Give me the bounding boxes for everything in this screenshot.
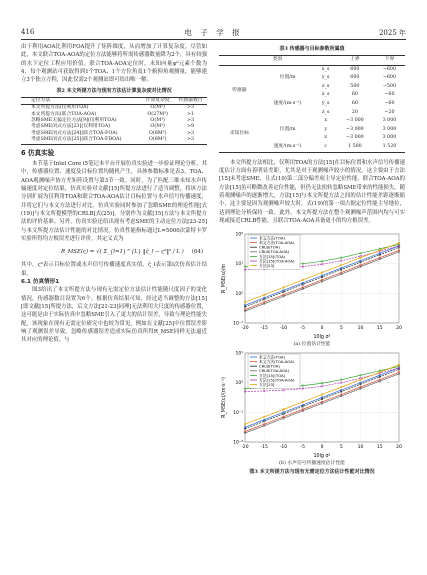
table-row xyxy=(21,137,207,144)
y-tick-label: 10⁻¹ xyxy=(233,321,243,327)
table-cell: O(M³) xyxy=(150,124,165,130)
table-cell: −3 000 xyxy=(345,118,364,124)
x-tick-label: 0 xyxy=(320,326,324,332)
table-cell: 1 500 xyxy=(348,144,362,150)
table-caption: 表3 传感器与目标参数所属值 xyxy=(279,46,345,52)
body-paragraph: 本文所提方法相比，仅利用TOA的方法[15]在目标位置和水声信号传播速度估计方面有着明显差距，尤其是对于观测噪声较小的情况，这主要由于方法[15]未考虑SME，且式(19)第二部分偏差项主导定位性能，联合TOA-AOA的方法[15]虽可略微改善定位性能，但仍无法扭转忽略SME带来的性能损失。随着观测噪声的逐渐增大，方法[15]与本文所提方法之间的估计性能差距逐渐缩小，这主要是因为观测噪声较大时，式(19)的第一项占据定位性能主导地位，达到理论分析保持一致。此外，本文所提方法在整个观测噪声范围内均与可实现或接近CRLB性能，且联合TOA-AOA具备更小的均方根误差。 xyxy=(219,159,405,224)
table-header: 下界 xyxy=(384,57,395,63)
table-cell: ẏ_s xyxy=(321,101,330,107)
right-column xyxy=(219,43,405,476)
x-axis-label: 10lg σ² xyxy=(313,335,331,341)
table-cell: >3 xyxy=(187,117,195,123)
table-cell: 60 xyxy=(351,92,358,98)
body-paragraph: 图3给出了本文所提方法与现有无需定位方法估计性能随尺度因子的变化情况，传感器数目设置为6个。根据仿真结果可知，经过适当调整的方法[15][即文献[15]所提方法，后文方法[21-23]同理]无法利用大尺度的传感器位置，这可能是由于实际仿真中忽略SME引入了更大的估计误差，导致与理论性能失配。该现象在现有无需定位研究中也较为常见，例如在文献[25]中位置误差影响了观测误差导致，忽略传感器误差造成实际仿真所得R_MSE同样无法逼近其对应的理论值。与 xyxy=(21,287,207,344)
legend-label: 方法[15](TOA-AOA) xyxy=(259,258,295,264)
table-cell: O(27M³) xyxy=(147,111,168,117)
table-cell: 600 xyxy=(350,66,360,72)
equation xyxy=(21,243,207,261)
table-cell: 3 000 xyxy=(382,126,397,132)
parameter-table xyxy=(219,55,405,153)
table-cell: 考虑SME闭式方法[24](联合TOA-FOA) xyxy=(31,130,118,136)
x-tick-label: 5 xyxy=(339,445,343,451)
table-cell: 1 520 xyxy=(382,144,397,150)
table-cell: −60 xyxy=(384,92,395,98)
table-cell: O(M³) xyxy=(150,117,165,123)
y-axis-label: R_MSE(u)/m xyxy=(222,264,227,294)
y-tick-label: 10⁰ xyxy=(235,381,243,387)
table-header: 计算复杂度 xyxy=(145,97,170,103)
legend-label: CRLB(TOA-AOA) xyxy=(259,249,290,255)
table-cell: −3 000 xyxy=(345,126,364,132)
table-cell: 本文所提方法(仅利用TOA) xyxy=(31,105,89,111)
table-cell: 速度/(m·s⁻¹) xyxy=(273,144,302,150)
table-cell: >3 xyxy=(187,137,195,143)
x-tick-label: -10 xyxy=(279,445,288,451)
table-cell: 20 xyxy=(351,109,358,115)
table-cell: 忽略SME无偏定位方法[9](仅利用TOA) xyxy=(31,117,117,123)
table-cell: O(M³) xyxy=(150,105,165,111)
legend-label: CRLB(TOA) xyxy=(259,363,280,369)
table-cell: >3 xyxy=(187,130,195,136)
table-cell: z_s xyxy=(322,83,330,89)
table-cell: 60 xyxy=(351,101,358,107)
subfigure-label: (a) 位置估计性能 xyxy=(293,342,331,348)
table-row xyxy=(219,117,405,126)
left-column xyxy=(21,43,207,345)
table-header: 类别 xyxy=(272,57,283,63)
table-cell: 考虑SME闭式方法[23](仅利用TOA) xyxy=(31,124,111,130)
equation-body: R_MSE(ς) = √( Σ_{l=1}^{L} ‖ς̂_l − ς⁰‖² / L ) xyxy=(61,249,184,256)
body-paragraph: 其中，ς⁰表示目标位置或水声信号传播速度真实值，ς̂_l表示第l次仿真估计结果。 xyxy=(21,262,207,277)
x-tick-label: 0 xyxy=(320,445,324,451)
table-cell: >9 xyxy=(187,124,195,130)
table-cell: 500 xyxy=(350,83,360,89)
x-tick-label: 10 xyxy=(357,445,364,451)
table-header: 上界 xyxy=(350,57,360,63)
table-cell: >1 xyxy=(187,111,195,117)
y-tick-label: 10² xyxy=(235,232,243,238)
table-cell: ż_s xyxy=(322,109,330,115)
x-tick-label: -15 xyxy=(260,445,268,451)
table-cell: −3 000 xyxy=(345,135,364,141)
x-tick-label: 20 xyxy=(396,445,402,451)
y-axis-label: R_MSE(c)/(m·s⁻¹) xyxy=(222,377,227,419)
x-tick-label: -5 xyxy=(300,326,305,332)
table-cell: 位置/m xyxy=(279,75,296,81)
subsection-heading: 6.1 仿真情形1 xyxy=(21,279,60,286)
y-tick-label: 10¹ xyxy=(235,262,243,268)
section-heading: 6 仿真实验 xyxy=(21,148,55,157)
table-cell: >3 xyxy=(187,105,195,111)
table-cell: z xyxy=(324,135,327,141)
legend-label: 方法[23] xyxy=(259,382,275,388)
table-cell: −600 xyxy=(382,75,397,81)
y-tick-label: 10⁻² xyxy=(233,440,243,446)
body-paragraph: 本节基于Intel Core i5笔记本平台开展仿真实验进一步验证理论分析。其中，传感器位置、速度及目标位置均随机产生，具体参数标准见表3，TOA、AOA观测噪声协方差矩阵设置与第3节一致。同时，为了匹配三维未知水声传输速度对定位结果，仿真实验对文献[15]所提方法进行了适当调整，将该方法分别扩展为仅利用TOA和联合TOA-AOA估计目标位置与水声信号传播速度，并将它们与本文方法进行对比。仿真实验同时参加了忽略SME的理论性能[式(19)]与本文所提模型的CRLB[式(25)]。分别作为文献[15]方法与本文所提方法的评价基准。另外，仿真实验还给出现有考虑SME的主动定位方法[23-25]与本文所提方法估计性能的对比情况。仿真性能指标通过L=5000次蒙特卡罗实验所得均方根误差进行评价，其定义式为 xyxy=(21,160,207,242)
table-cell: ẋ_s xyxy=(321,92,330,98)
legend-label: 方法[15](TOA-AOA) xyxy=(259,377,295,383)
table-cell: 速度/(m·s⁻¹) xyxy=(273,101,302,107)
table-row xyxy=(21,105,207,112)
legend-label: 本文方法(TOA) xyxy=(259,235,285,241)
table-cell: x xyxy=(324,118,328,124)
body-paragraph: 由于利用AOA比利用FOA提升了矩阵维度，从而增加了计算复杂度。尽管如此，本文联合TOA-AOA的定位方法能够将所需传感器数量降为2个，具有较强的水下定位工程应用价值。联合TOA-AOA定位时，未知向量φ⁰元素个数为4，每个观测站可获取得到1个TOA、1个方位角及1个俯仰角观测量，能够建立3个独立方程，因此仅需2个观测站即可给出唯一解。 xyxy=(21,44,207,84)
table-cell: O(8M³) xyxy=(148,137,167,143)
table-header: 定位方法 xyxy=(31,97,51,103)
legend-label: 本文方法(TOA) xyxy=(259,354,285,360)
table-cell: c xyxy=(324,144,328,150)
x-tick-label: 20 xyxy=(396,326,402,332)
journal-year: 2025 年 xyxy=(378,29,406,37)
legend-label: 方法[15](TOA) xyxy=(259,373,286,379)
y-tick-label: 10⁰ xyxy=(235,292,243,298)
table-cell: O(8M³) xyxy=(148,130,167,136)
x-tick-label: -5 xyxy=(300,445,305,451)
table-header: 传感器数目 xyxy=(178,97,203,103)
page-header xyxy=(21,27,406,40)
table-cell: −600 xyxy=(382,66,397,72)
legend-label: 方法[23] xyxy=(259,263,275,269)
table-row xyxy=(219,65,405,74)
y-tick-label: 10⁻¹ xyxy=(233,411,243,417)
table-cell: 3 000 xyxy=(382,135,397,141)
table-cell: 600 xyxy=(350,75,360,81)
x-tick-label: -15 xyxy=(260,326,268,332)
legend-label: CRLB(TOA-AOA) xyxy=(259,368,290,374)
x-tick-label: 15 xyxy=(376,326,383,332)
legend-label: 本文方法(TOA-AOA) xyxy=(259,359,295,365)
x-tick-label: -10 xyxy=(279,326,288,332)
table-cell: 考虑SME闭式方法[25](联合TOA-FDOA) xyxy=(31,137,122,143)
table-cell: 本文所提方法(联合TOA-AOA) xyxy=(31,111,97,117)
x-tick-label: 10 xyxy=(357,326,364,332)
x-axis-label: 10lg σ² xyxy=(313,454,331,460)
x-tick-label: 15 xyxy=(376,445,383,451)
equation-number: (64) xyxy=(191,249,203,256)
table-cell: −60 xyxy=(384,101,395,107)
legend-label: 本文方法(TOA-AOA) xyxy=(259,240,295,246)
table-cell: x_s xyxy=(321,66,330,72)
table-cell: y_s xyxy=(321,75,330,81)
table-caption: 表2 本文所提方法与现有方法估计算复杂度对比情况 xyxy=(56,87,172,94)
velocity-rmse-chart xyxy=(219,348,405,460)
table-cell: y xyxy=(324,126,328,132)
x-tick-label: -20 xyxy=(241,445,249,451)
table-cell: 位置/m xyxy=(279,126,296,132)
complexity-table xyxy=(21,97,207,145)
legend-label: CRLB(TOA) xyxy=(259,244,280,250)
figure xyxy=(219,229,405,476)
x-tick-label: -20 xyxy=(241,326,249,332)
table-cell: −20 xyxy=(384,109,395,115)
table-cell: −500 xyxy=(382,83,397,89)
page-number: 416 xyxy=(21,28,35,36)
figure-caption: 图3 本文所提方法与现有无需定位方法估计性能对比情况 xyxy=(249,469,375,476)
y-tick-label: 10¹ xyxy=(235,351,243,357)
table-cell: 传感器 xyxy=(232,88,247,94)
position-rmse-chart xyxy=(219,229,405,341)
legend-label: 方法[15](TOA) xyxy=(259,254,286,260)
table-cell: 3 000 xyxy=(382,118,397,124)
x-tick-label: 5 xyxy=(339,326,343,332)
journal-name: 电 子 学 报 xyxy=(184,28,243,37)
table-cell: 未知目标 xyxy=(229,131,249,137)
subfigure-label: (b) 水声信号传播速度估计性能 xyxy=(279,461,345,467)
